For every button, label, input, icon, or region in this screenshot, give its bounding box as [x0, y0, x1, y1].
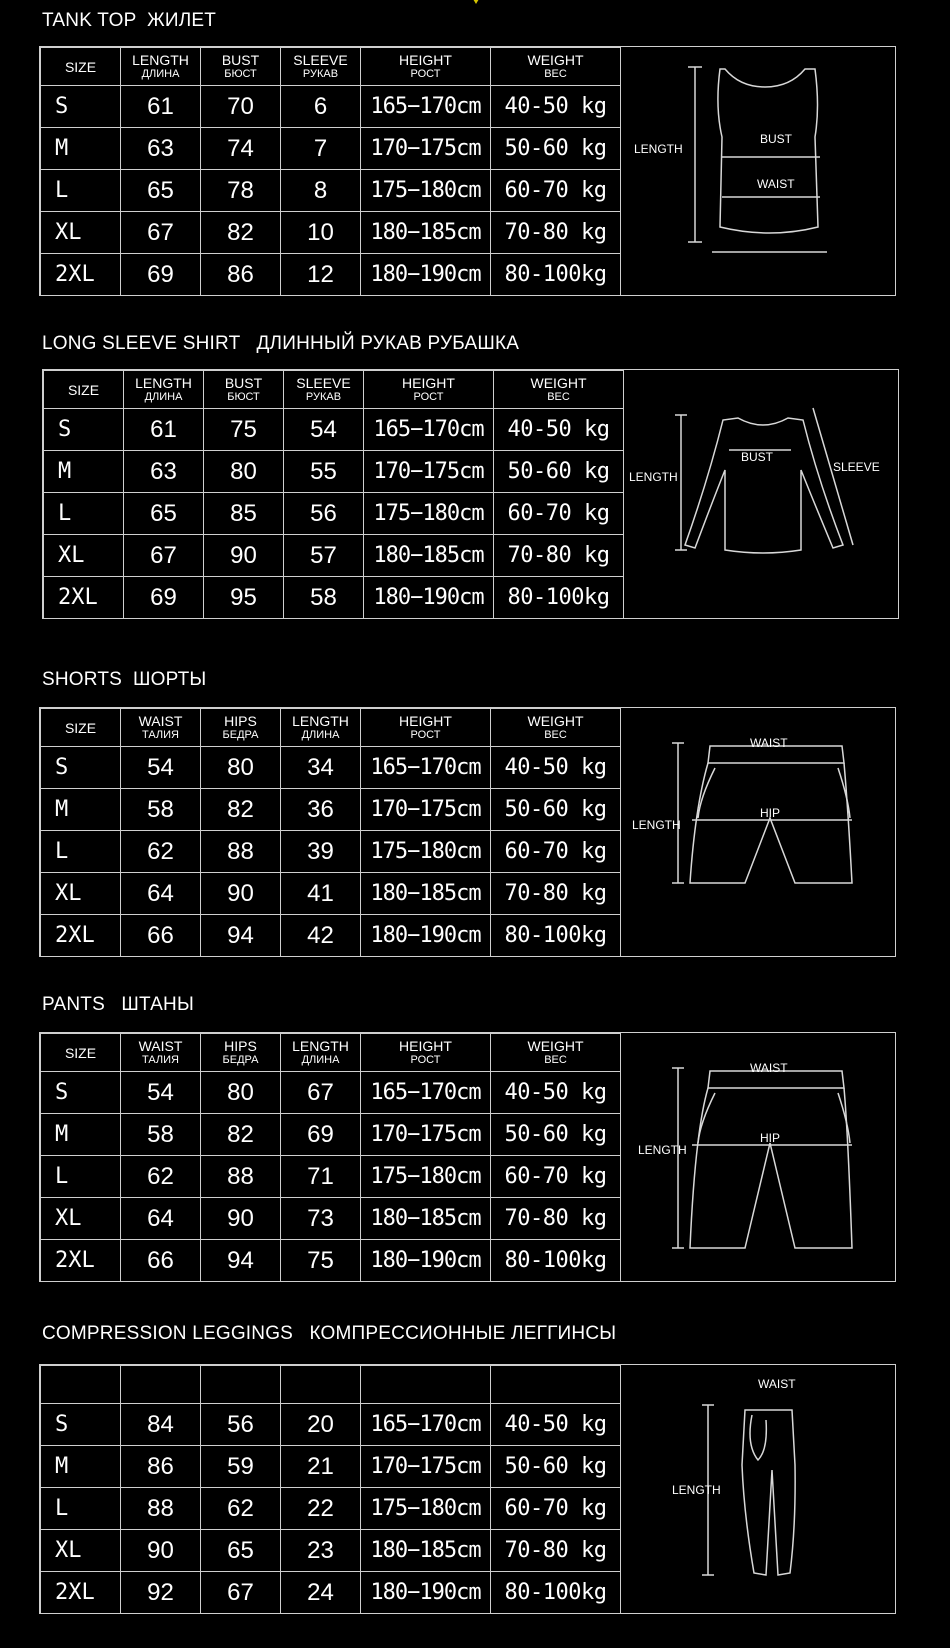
measure-cell: 56	[284, 493, 364, 535]
size-cell: L	[41, 1488, 121, 1530]
section-title: PANTS ШТАНЫ	[42, 994, 194, 1015]
measure-cell: 90	[204, 535, 284, 577]
column-header	[41, 1034, 121, 1072]
table-row	[44, 577, 624, 619]
column-header	[41, 1366, 121, 1404]
header-label-en: HEIGHT	[402, 375, 455, 391]
header-label-ru: РУКАВ	[302, 68, 339, 80]
measure-cell: 69	[124, 577, 204, 619]
header-label-ru: ДЛИНА	[301, 1054, 340, 1066]
figure-label-waist: WAIST	[750, 736, 788, 750]
weight-cell: 70-80 kg	[491, 1530, 621, 1572]
header-row	[44, 371, 624, 409]
column-header	[361, 48, 491, 86]
height-cell: 175−180cm	[361, 1156, 491, 1198]
height-cell: 180−185cm	[364, 535, 494, 577]
column-header	[201, 1366, 281, 1404]
header-label-ru: БЕДРА	[222, 729, 259, 741]
measure-cell: 64	[121, 873, 201, 915]
table-row	[41, 873, 621, 915]
figure-label-hip: HIP	[760, 1131, 781, 1145]
measure-cell: 69	[281, 1114, 361, 1156]
measure-cell: 10	[281, 212, 361, 254]
section-title: LONG SLEEVE SHIRT ДЛИННЫЙ РУКАВ РУБАШКА	[42, 333, 520, 354]
measure-cell: 80	[201, 1072, 281, 1114]
column-header	[121, 709, 201, 747]
measure-cell: 90	[201, 873, 281, 915]
shorts-diagram-icon	[620, 708, 895, 956]
size-grid	[40, 1033, 621, 1282]
header-label-en: WEIGHT	[530, 375, 587, 391]
header-label-ru: ВЕС	[544, 68, 567, 80]
table-row	[41, 1530, 621, 1572]
measure-cell: 75	[281, 1240, 361, 1282]
size-cell: L	[44, 493, 124, 535]
measure-cell: 67	[121, 212, 201, 254]
header-label-en: HEIGHT	[399, 1038, 452, 1054]
measure-cell: 85	[204, 493, 284, 535]
table-row	[41, 1072, 621, 1114]
size-cell: S	[41, 86, 121, 128]
weight-cell: 50-60 kg	[494, 451, 624, 493]
column-header	[284, 371, 364, 409]
header-row	[41, 1034, 621, 1072]
measure-cell: 63	[121, 128, 201, 170]
size-cell: 2XL	[41, 915, 121, 957]
measure-cell: 8	[281, 170, 361, 212]
height-cell: 170−175cm	[361, 1114, 491, 1156]
measure-cell: 86	[121, 1446, 201, 1488]
header-label-en: HEIGHT	[399, 713, 452, 729]
header-label-en: LENGTH	[135, 375, 192, 391]
column-header	[491, 1366, 621, 1404]
figure-label-waist: WAIST	[758, 1377, 796, 1391]
table-row	[41, 747, 621, 789]
height-cell: 180−185cm	[361, 1530, 491, 1572]
column-header	[204, 371, 284, 409]
header-label-en: WEIGHT	[527, 713, 584, 729]
height-cell: 165−170cm	[364, 409, 494, 451]
measure-cell: 62	[121, 1156, 201, 1198]
table-row	[41, 1572, 621, 1614]
table-row	[41, 915, 621, 957]
measure-cell: 70	[201, 86, 281, 128]
figure-label-length: LENGTH	[638, 1143, 687, 1157]
weight-cell: 60-70 kg	[494, 493, 624, 535]
header-label-en: SIZE	[67, 381, 100, 398]
header-label-en: HEIGHT	[399, 52, 452, 68]
column-header	[121, 1034, 201, 1072]
size-grid	[40, 708, 621, 957]
measure-cell: 67	[124, 535, 204, 577]
column-header	[281, 709, 361, 747]
measure-cell: 95	[204, 577, 284, 619]
weight-cell: 80-100kg	[491, 1240, 621, 1282]
size-cell: XL	[41, 212, 121, 254]
header-row	[41, 48, 621, 86]
column-header	[201, 1034, 281, 1072]
size-cell: M	[41, 789, 121, 831]
table-row	[41, 1198, 621, 1240]
column-header	[364, 371, 494, 409]
measure-cell: 80	[201, 747, 281, 789]
header-label-en: WEIGHT	[527, 1038, 584, 1054]
table-row	[41, 170, 621, 212]
column-header	[491, 1034, 621, 1072]
size-table-0	[39, 46, 896, 296]
header-label-ru: ТАЛИЯ	[141, 1054, 179, 1066]
header-label-ru: ВЕС	[547, 391, 570, 403]
table-row	[44, 451, 624, 493]
section-title: TANK TOP ЖИЛЕТ	[42, 10, 217, 31]
table-row	[41, 1446, 621, 1488]
measure-cell: 64	[121, 1198, 201, 1240]
size-cell: M	[41, 128, 121, 170]
weight-cell: 60-70 kg	[491, 1156, 621, 1198]
header-label-ru: БЮСТ	[227, 391, 260, 403]
measure-cell: 62	[201, 1488, 281, 1530]
header-label-en: SIZE	[64, 719, 97, 736]
header-label-ru: ВЕС	[544, 729, 567, 741]
measure-cell: 41	[281, 873, 361, 915]
size-cell: M	[41, 1114, 121, 1156]
column-header	[281, 1034, 361, 1072]
figure-label-hip: HIP	[760, 806, 781, 820]
pants-diagram-icon	[620, 1033, 895, 1281]
header-label-en: BUST	[221, 52, 260, 68]
measure-cell: 94	[201, 915, 281, 957]
column-header	[361, 1034, 491, 1072]
measure-cell: 55	[284, 451, 364, 493]
size-cell: L	[41, 170, 121, 212]
measure-cell: 90	[121, 1530, 201, 1572]
measure-cell: 88	[121, 1488, 201, 1530]
measure-cell: 59	[201, 1446, 281, 1488]
measure-cell: 58	[121, 1114, 201, 1156]
header-label-en: LENGTH	[292, 713, 349, 729]
column-header	[281, 1366, 361, 1404]
height-cell: 165−170cm	[361, 86, 491, 128]
measure-cell: 36	[281, 789, 361, 831]
measure-cell: 82	[201, 789, 281, 831]
header-row	[41, 709, 621, 747]
measure-cell: 78	[201, 170, 281, 212]
weight-cell: 80-100kg	[491, 254, 621, 296]
column-header	[201, 48, 281, 86]
measure-cell: 7	[281, 128, 361, 170]
header-label-en: SIZE	[64, 1044, 97, 1061]
measure-cell: 6	[281, 86, 361, 128]
height-cell: 180−190cm	[364, 577, 494, 619]
header-label-en: SLEEVE	[296, 375, 351, 391]
table-row	[41, 789, 621, 831]
column-header	[41, 709, 121, 747]
figure-label-length: LENGTH	[632, 818, 681, 832]
weight-cell: 40-50 kg	[491, 1404, 621, 1446]
header-row	[41, 1366, 621, 1404]
height-cell: 165−170cm	[361, 747, 491, 789]
measure-cell: 82	[201, 1114, 281, 1156]
header-label-ru: ВЕС	[544, 1054, 567, 1066]
weight-cell: 40-50 kg	[491, 747, 621, 789]
column-header	[491, 709, 621, 747]
size-cell: XL	[44, 535, 124, 577]
height-cell: 175−180cm	[364, 493, 494, 535]
measure-cell: 54	[121, 1072, 201, 1114]
size-cell: 2XL	[41, 254, 121, 296]
size-cell: M	[41, 1446, 121, 1488]
measure-cell: 62	[121, 831, 201, 873]
column-header	[121, 1366, 201, 1404]
height-cell: 180−190cm	[361, 915, 491, 957]
measure-cell: 66	[121, 915, 201, 957]
measure-cell: 74	[201, 128, 281, 170]
figure-label-length: LENGTH	[672, 1483, 721, 1497]
height-cell: 175−180cm	[361, 1488, 491, 1530]
measure-cell: 80	[204, 451, 284, 493]
table-row	[41, 86, 621, 128]
weight-cell: 50-60 kg	[491, 128, 621, 170]
size-table-3	[39, 1032, 896, 1282]
measure-cell: 67	[281, 1072, 361, 1114]
weight-cell: 80-100kg	[494, 577, 624, 619]
header-label-en: SLEEVE	[293, 52, 348, 68]
column-header	[44, 371, 124, 409]
weight-cell: 60-70 kg	[491, 831, 621, 873]
leggings-diagram-icon	[620, 1365, 895, 1613]
size-cell: 2XL	[41, 1240, 121, 1282]
header-label-en: WEIGHT	[527, 52, 584, 68]
measure-cell: 23	[281, 1530, 361, 1572]
height-cell: 180−190cm	[361, 254, 491, 296]
size-table-4	[39, 1364, 896, 1614]
header-label-ru: РОСТ	[410, 1054, 441, 1066]
weight-cell: 60-70 kg	[491, 170, 621, 212]
leggings-diagram-icon-drawing	[620, 1365, 895, 1613]
table-row	[44, 409, 624, 451]
header-label-ru: ДЛИНА	[301, 729, 340, 741]
column-header	[201, 709, 281, 747]
height-cell: 170−175cm	[361, 128, 491, 170]
header-label-en: BUST	[224, 375, 263, 391]
size-grid	[40, 47, 621, 296]
measure-cell: 86	[201, 254, 281, 296]
height-cell: 170−175cm	[364, 451, 494, 493]
weight-cell: 50-60 kg	[491, 789, 621, 831]
column-header	[494, 371, 624, 409]
header-label-en: WAIST	[138, 713, 183, 729]
height-cell: 180−185cm	[361, 873, 491, 915]
height-cell: 175−180cm	[361, 170, 491, 212]
table-row	[41, 831, 621, 873]
size-cell: S	[41, 747, 121, 789]
figure-label-bust: BUST	[741, 450, 774, 464]
size-cell: 2XL	[41, 1572, 121, 1614]
weight-cell: 50-60 kg	[491, 1446, 621, 1488]
measure-cell: 42	[281, 915, 361, 957]
tank-top-diagram-icon-drawing	[620, 47, 895, 295]
measure-cell: 66	[121, 1240, 201, 1282]
measure-cell: 39	[281, 831, 361, 873]
header-label-ru: РОСТ	[413, 391, 444, 403]
weight-cell: 40-50 kg	[494, 409, 624, 451]
measure-cell: 84	[121, 1404, 201, 1446]
measure-cell: 88	[201, 831, 281, 873]
table-row	[44, 535, 624, 577]
table-row	[41, 1488, 621, 1530]
measure-cell: 94	[201, 1240, 281, 1282]
table-row	[41, 1404, 621, 1446]
measure-cell: 65	[124, 493, 204, 535]
measure-cell: 65	[121, 170, 201, 212]
measure-cell: 12	[281, 254, 361, 296]
column-header	[361, 709, 491, 747]
weight-cell: 60-70 kg	[491, 1488, 621, 1530]
table-row	[44, 493, 624, 535]
measure-cell: 71	[281, 1156, 361, 1198]
size-cell: L	[41, 1156, 121, 1198]
measure-cell: 88	[201, 1156, 281, 1198]
weight-cell: 50-60 kg	[491, 1114, 621, 1156]
table-row	[41, 1156, 621, 1198]
size-grid	[43, 370, 624, 619]
table-row	[41, 128, 621, 170]
table-row	[41, 212, 621, 254]
height-cell: 175−180cm	[361, 831, 491, 873]
measure-cell: 21	[281, 1446, 361, 1488]
header-label-ru: ТАЛИЯ	[141, 729, 179, 741]
weight-cell: 80-100kg	[491, 1572, 621, 1614]
size-cell: M	[44, 451, 124, 493]
section-title: COMPRESSION LEGGINGS КОМПРЕССИОННЫЕ ЛЕГГИНСЫ	[42, 1323, 617, 1344]
figure-label-sleeve: SLEEVE	[833, 460, 880, 474]
top-arrow-icon	[470, 0, 482, 4]
height-cell: 180−185cm	[361, 1198, 491, 1240]
header-label-ru: РОСТ	[410, 68, 441, 80]
header-label-ru: РОСТ	[410, 729, 441, 741]
header-label-ru: БЮСТ	[224, 68, 257, 80]
height-cell: 165−170cm	[361, 1404, 491, 1446]
measure-cell: 58	[121, 789, 201, 831]
measure-cell: 61	[124, 409, 204, 451]
size-table-2	[39, 707, 896, 957]
header-label-en: LENGTH	[132, 52, 189, 68]
figure-label-waist: WAIST	[757, 177, 795, 191]
figure-label-length: LENGTH	[634, 142, 683, 156]
measure-cell: 73	[281, 1198, 361, 1240]
height-cell: 165−170cm	[361, 1072, 491, 1114]
height-cell: 180−190cm	[361, 1240, 491, 1282]
measure-cell: 54	[284, 409, 364, 451]
measure-cell: 57	[284, 535, 364, 577]
measure-cell: 61	[121, 86, 201, 128]
header-label-en: HIPS	[224, 713, 257, 729]
measure-cell: 56	[201, 1404, 281, 1446]
measure-cell: 75	[204, 409, 284, 451]
measure-cell: 22	[281, 1488, 361, 1530]
column-header	[41, 48, 121, 86]
weight-cell: 40-50 kg	[491, 86, 621, 128]
header-label-ru: ДЛИНА	[141, 68, 180, 80]
measure-cell: 34	[281, 747, 361, 789]
size-cell: XL	[41, 1198, 121, 1240]
figure-label-waist: WAIST	[750, 1061, 788, 1075]
header-label-en: WAIST	[138, 1038, 183, 1054]
size-table-1	[42, 369, 899, 619]
measure-cell: 54	[121, 747, 201, 789]
weight-cell: 70-80 kg	[491, 873, 621, 915]
height-cell: 180−190cm	[361, 1572, 491, 1614]
header-label-ru: ДЛИНА	[144, 391, 183, 403]
size-cell: S	[44, 409, 124, 451]
long-sleeve-shirt-diagram-icon-drawing	[623, 370, 898, 618]
measure-cell: 65	[201, 1530, 281, 1572]
measure-cell: 58	[284, 577, 364, 619]
height-cell: 180−185cm	[361, 212, 491, 254]
column-header	[124, 371, 204, 409]
header-label-en: SIZE	[64, 58, 97, 75]
size-cell: XL	[41, 1530, 121, 1572]
weight-cell: 70-80 kg	[491, 212, 621, 254]
column-header	[281, 48, 361, 86]
height-cell: 170−175cm	[361, 1446, 491, 1488]
header-label-ru: РУКАВ	[305, 391, 342, 403]
size-cell: XL	[41, 873, 121, 915]
header-label-en: HIPS	[224, 1038, 257, 1054]
header-label-en: LENGTH	[292, 1038, 349, 1054]
measure-cell: 90	[201, 1198, 281, 1240]
measure-cell: 92	[121, 1572, 201, 1614]
section-title: SHORTS ШОРТЫ	[42, 669, 207, 690]
size-cell: 2XL	[44, 577, 124, 619]
header-label-ru: БЕДРА	[222, 1054, 259, 1066]
column-header	[361, 1366, 491, 1404]
tank-top-diagram-icon	[620, 47, 895, 295]
column-header	[121, 48, 201, 86]
table-row	[41, 1240, 621, 1282]
column-header	[491, 48, 621, 86]
table-row	[41, 254, 621, 296]
long-sleeve-shirt-diagram-icon	[623, 370, 898, 618]
size-cell: S	[41, 1404, 121, 1446]
size-cell: S	[41, 1072, 121, 1114]
measure-cell: 20	[281, 1404, 361, 1446]
size-grid	[40, 1365, 621, 1614]
measure-cell: 67	[201, 1572, 281, 1614]
size-cell: L	[41, 831, 121, 873]
table-row	[41, 1114, 621, 1156]
figure-label-bust: BUST	[760, 132, 793, 146]
measure-cell: 24	[281, 1572, 361, 1614]
measure-cell: 63	[124, 451, 204, 493]
measure-cell: 82	[201, 212, 281, 254]
figure-label-length: LENGTH	[629, 470, 678, 484]
weight-cell: 80-100kg	[491, 915, 621, 957]
weight-cell: 40-50 kg	[491, 1072, 621, 1114]
weight-cell: 70-80 kg	[494, 535, 624, 577]
height-cell: 170−175cm	[361, 789, 491, 831]
weight-cell: 70-80 kg	[491, 1198, 621, 1240]
measure-cell: 69	[121, 254, 201, 296]
